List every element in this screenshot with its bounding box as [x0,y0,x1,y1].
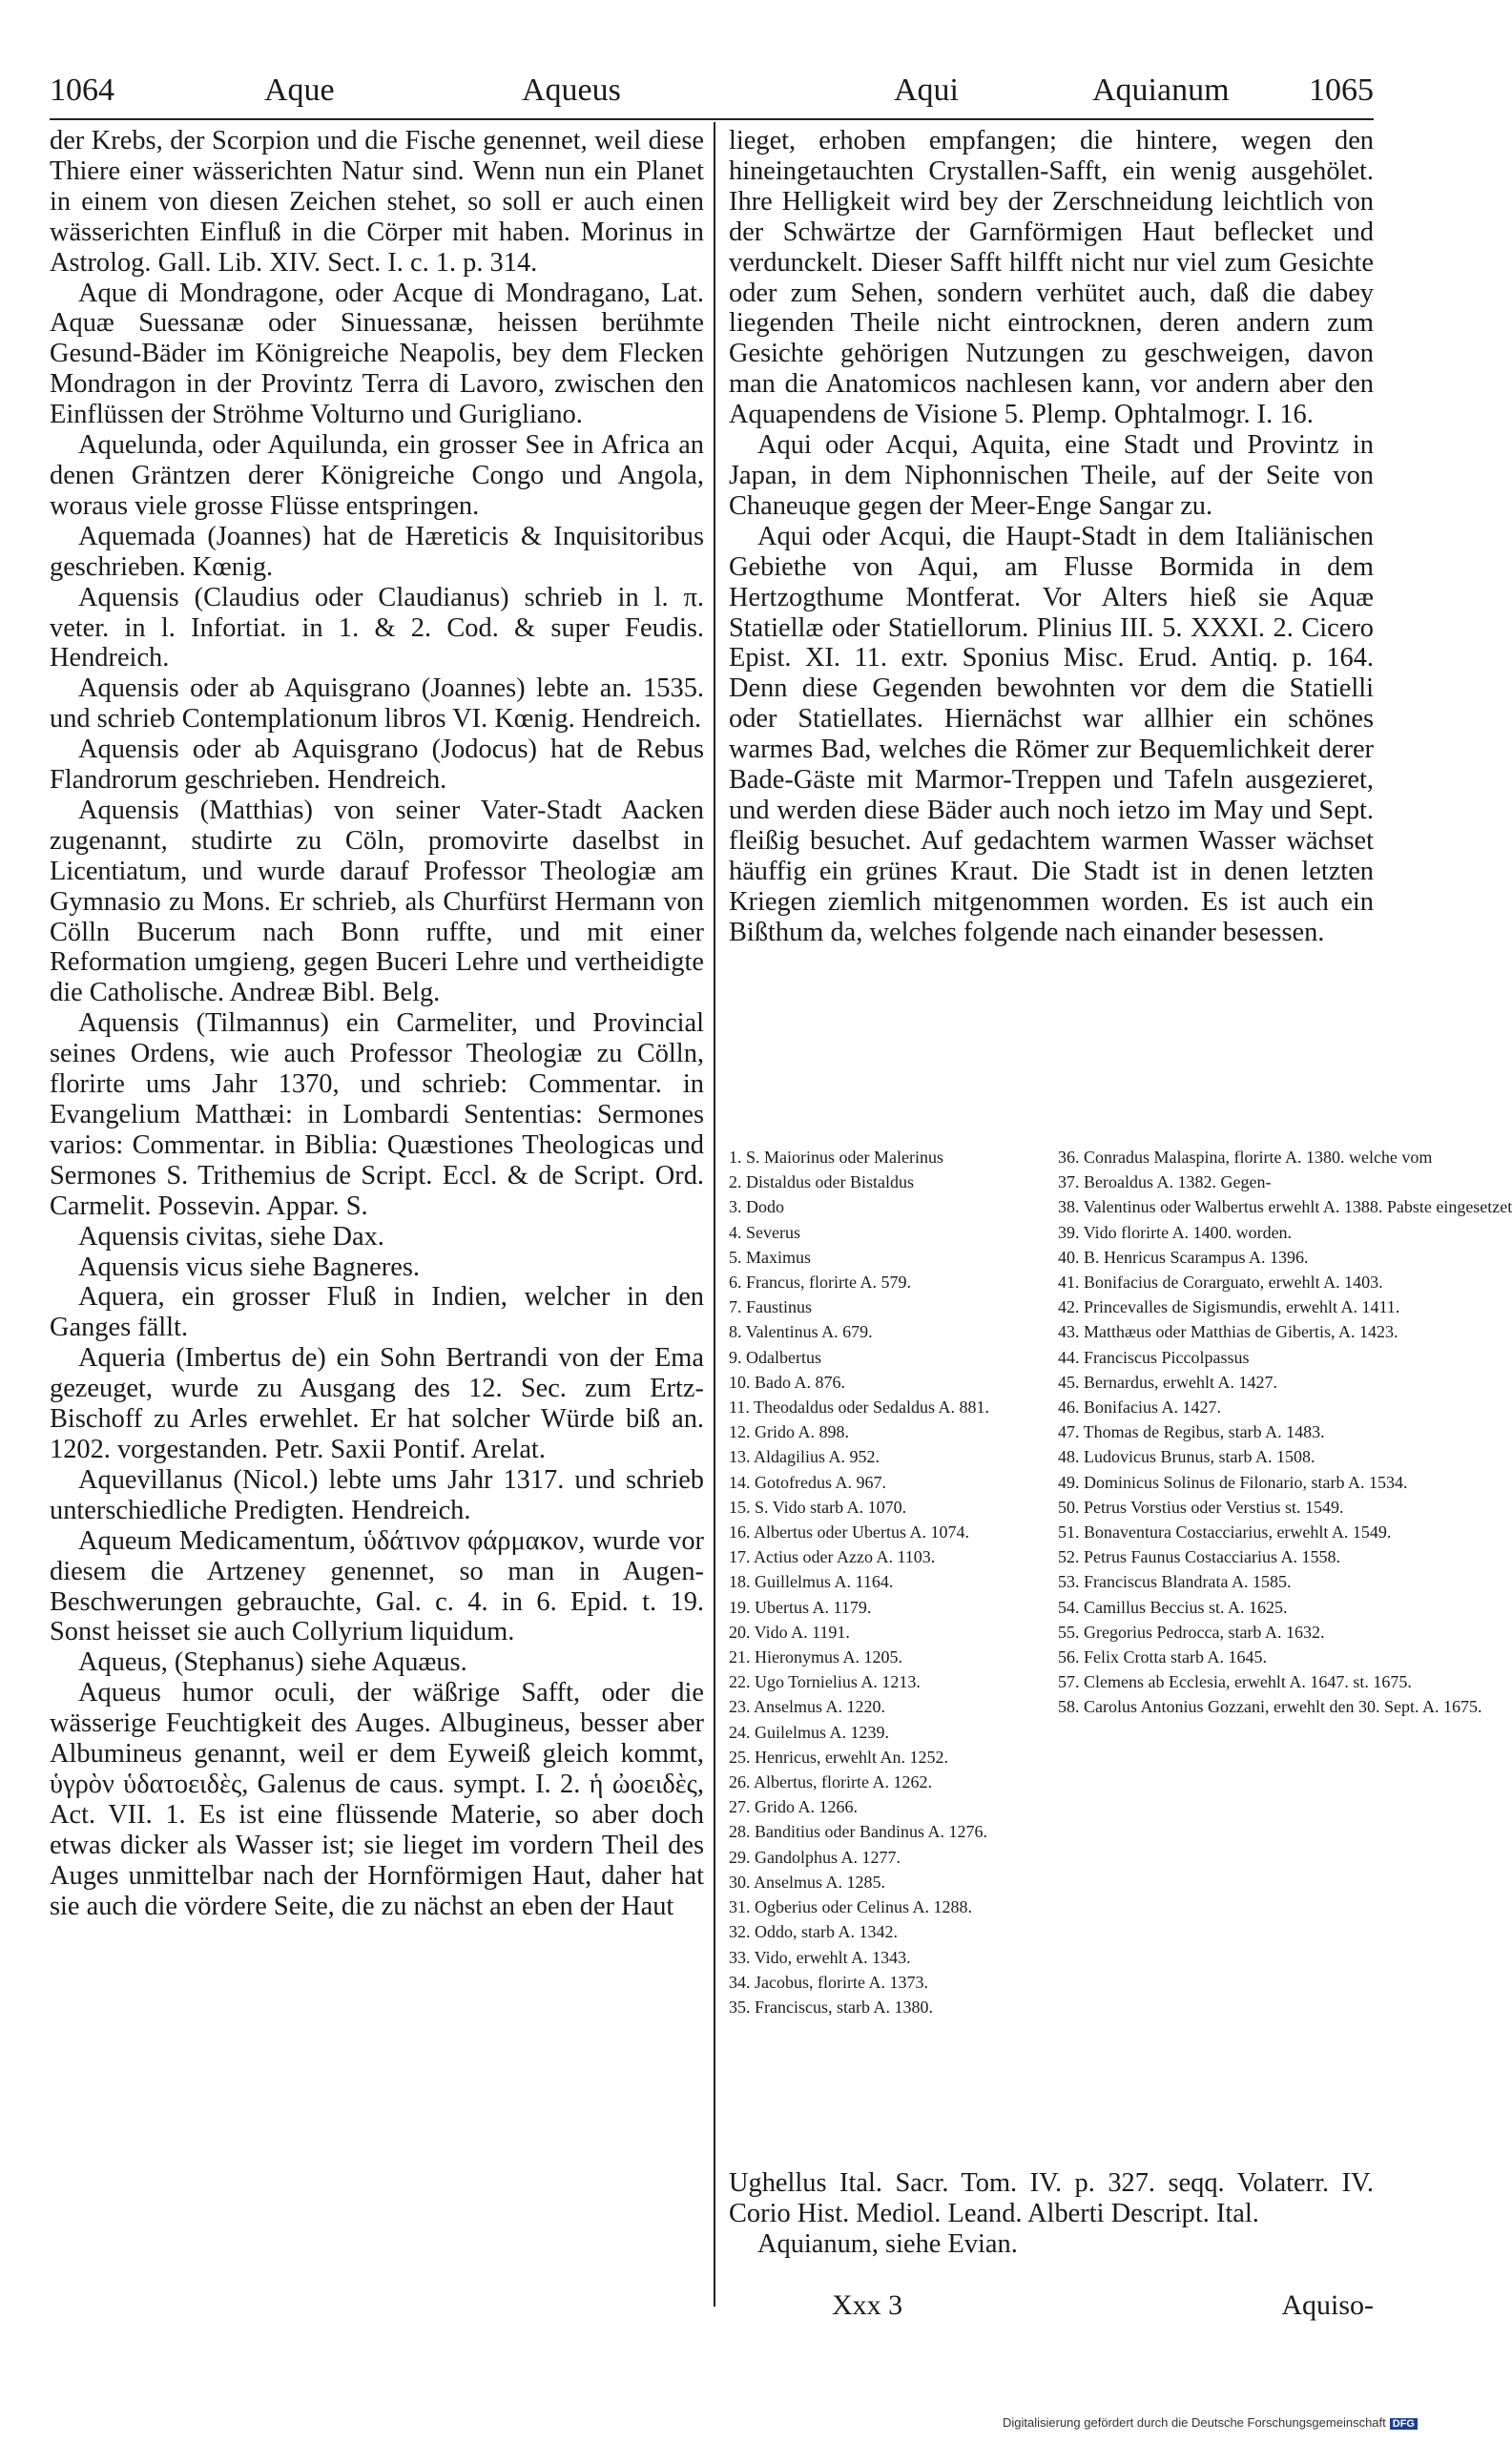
left-paragraph: Aquensis oder ab Aquisgrano (Joannes) lebte an. 1535. und schrieb Contemplationum libros VI. Kœnig. Hendreich. [50,673,704,735]
bishop-entry: 4. Severus [729,1222,800,1242]
bishop-entry: 37. Beroaldus A. 1382. Gegen- [1058,1172,1272,1192]
left-paragraph: Aquensis civitas, siehe Dax. [78,1221,384,1252]
bishop-entry: 6. Francus, florirte A. 579. [729,1273,911,1293]
bishop-entry: 35. Franciscus, starb A. 1380. [729,1997,933,2017]
left-paragraph: Aquensis oder ab Aquisgrano (Jodocus) hat de Rebus Flandrorum geschrieben. Hendreich. [50,735,704,796]
bishop-entry: 51. Bonaventura Costacciarius, erwehlt A. 1549. [1058,1522,1392,1542]
citation-block [729,2168,1374,2260]
bishop-entry: 31. Ogberius oder Celinus A. 1288. [729,1897,972,1917]
bishop-entry: 52. Petrus Faunus Costacciarius A. 1558. [1058,1547,1340,1567]
bishop-entry: 38. Valentinus oder Walbertus erwehlt A. 1388. Pabste eingesetzet [1058,1197,1512,1217]
bishop-entry: 15. S. Vido starb A. 1070. [729,1497,907,1517]
bishop-entry: 55. Gregorius Pedrocca, starb A. 1632. [1058,1622,1325,1642]
catchword: Aquiso- [1281,2289,1374,2321]
bishop-entry: 1. S. Maiorinus oder Malerinus [729,1148,943,1167]
left-paragraph: Aquelunda, oder Aquilunda, ein grosser See in Africa an denen Gräntzen derer Königreiche Congo und Angola, woraus viele grosse Flüsse entspringen. [50,430,704,521]
bishops-list [729,1145,1512,2165]
left-paragraph: Aqueus humor oculi, der wäßrige Safft, oder die wässerige Feuchtigkeit des Auges. Albugineus, besser aber Albumineus genannt, weil er dem Eyweiß gleich kommt, ὑγρὸν ὑδατοειδὲς, Galenus de caus. sympt. I. 2. ἡ ὠοειδὲς, Act. VII. 1. Es ist eine flüssende Materie, so aber doch etwas dicker als Wasser ist; sie lieget im vordern Theil des Auges unmittelbar nach der Hornförmigen Haut, daher hat sie auch die vördere Seite, die zu nächst an eben der Haut [50,1678,704,1921]
bishop-entry: 17. Actius oder Azzo A. 1103. [729,1547,936,1567]
column-divider [714,122,715,2307]
bishops-list-column-1 [729,1145,1044,2165]
bishop-entry: 44. Franciscus Piccolpassus [1058,1347,1250,1367]
see-also-entry: Aquianum, siehe Evian. [757,2228,1018,2259]
right-paragraph: Aqui oder Acqui, Aquita, eine Stadt und Provintz in Japan, in dem Niphonnischen Theile, auf der Seite von Chaneuque gegen der Meer-Enge Sangar zu. [729,430,1374,521]
digitization-credit [1003,2415,1418,2430]
right-paragraph: lieget, erhoben empfangen; die hintere, wegen den hineingetauchten Crystallen-Safft, ein wenig ausgehölet. Ihre Helligkeit wird bey der Zerschneidung leichtlich von der Schwärtze der Garnförmigen Haut beflecket und verdunckelt. Dieser Safft hilfft nicht nur viel zum Gesichte oder zum Sehen, sondern verhütet auch, daß die dabey liegenden Theile nicht eintrocknen, deren andern zum Gesichte gehörigen Nutzungen zu geschweigen, davon man die Anatomicos nachlesen kann, vor andern aber den Aquapendens de Visione 5. Plemp. Ophtalmogr. I. 16. [729,126,1374,430]
bishop-entry: 32. Oddo, starb A. 1342. [729,1922,898,1942]
left-column [50,126,704,2310]
left-paragraph: Aqueria (Imbertus de) ein Sohn Bertrandi von der Ema gezeuget, wurde zu Ausgang des 12. Sec. zum Ertz-Bischoff zu Arles erwehlet. Er hat solcher Würde biß an. 1202. vorgestanden. Petr. Saxii Pontif. Arelat. [50,1343,704,1464]
bishop-entry: 29. Gandolphus A. 1277. [729,1847,901,1867]
left-paragraph: Aquensis (Tilmannus) ein Carmeliter, und Provincial seines Ordens, wie auch Professor Theologiæ zu Cölln, florirte ums Jahr 1370, und schrieb: Commentar. in Evangelium Matthæi: in Lombardi Sententias: Sermones varios: Commentar. in Biblia: Quæstiones Theologicas und Sermones S. Trithemius de Script. Eccl. & de Script. Ord. Carmelit. Possevin. Appar. S. [50,1008,704,1221]
bishop-entry: 33. Vido, erwehlt A. 1343. [729,1947,911,1967]
left-paragraph: Aquensis (Claudius oder Claudianus) schrieb in l. π. veter. in l. Infortiat. in 1. & 2. Cod. & super Feudis. Hendreich. [50,582,704,673]
bishop-entry: 3. Dodo [729,1197,784,1217]
bishop-entry: 14. Gotofredus A. 967. [729,1472,886,1492]
left-paragraph: Aquensis vicus siehe Bagneres. [78,1252,420,1282]
bishop-entry: 46. Bonifacius A. 1427. [1058,1397,1221,1418]
bishop-entry: 41. Bonifacius de Corarguato, erwehlt A. 1403. [1058,1273,1383,1293]
right-paragraph: Aqui oder Acqui, die Haupt-Stadt in dem Italiänischen Gebiethe von Aqui, am Flusse Bormida in dem Hertzogthume Montferat. Vor Alters hieß sie Aquæ Statiellæ oder Statiellorum. Plinius III. 5. XXXI. 2. Cicero Epist. XI. 11. extr. Sponius Misc. Erud. Antiq. p. 164. Denn diese Gegenden bewohnten vor dem die Statielli oder Statiellates. Hiernächst war allhier ein schönes warmes Bad, welches die Römer zur Bequemlichkeit derer Bade-Gäste mit Marmor-Treppen und Tafeln ausgezieret, und werden diese Bäder auch noch ietzo im May und Sept. fleißig besuchet. Auf gedachtem warmen Wasser wächset häuffig ein grünes Kraut. Die Stadt ist in denen letzten Kriegen ziemlich mitgenommen worden. Es ist auch ein Bißthum da, welches folgende nach einander besessen. [729,521,1374,947]
bishop-entry: 28. Banditius oder Bandinus A. 1276. [729,1822,987,1842]
bishop-entry: 22. Ugo Tornielius A. 1213. [729,1672,921,1692]
bishop-entry: 2. Distaldus oder Bistaldus [729,1172,914,1192]
bishop-entry: 47. Thomas de Regibus, starb A. 1483. [1058,1422,1325,1442]
header-word-1: Aque [264,72,335,108]
bishop-entry: 48. Ludovicus Brunus, starb A. 1508. [1058,1447,1315,1467]
bishop-entry: 25. Henricus, erwehlt An. 1252. [729,1747,948,1767]
header-word-4: Aquianum [1092,72,1230,108]
bishop-entry: 13. Aldagilius A. 952. [729,1447,880,1467]
bishops-list-column-2 [1058,1145,1512,2165]
bishop-entry: 45. Bernardus, erwehlt A. 1427. [1058,1372,1277,1392]
left-paragraph: Aquevillanus (Nicol.) lebte ums Jahr 1317. und schrieb unterschiedliche Predigten. Hendreich. [50,1464,704,1525]
page-number-left: 1064 [50,72,114,108]
header-word-2: Aqueus [522,72,621,108]
bishop-entry: 7. Faustinus [729,1297,813,1317]
bishop-entry: 18. Guillelmus A. 1164. [729,1572,894,1592]
bishop-entry: 10. Bado A. 876. [729,1372,846,1392]
bishop-entry: 43. Matthæus oder Matthias de Gibertis, A. 1423. [1058,1322,1398,1342]
bishop-entry: 20. Vido A. 1191. [729,1622,850,1642]
left-paragraph: Aquensis (Matthias) von seiner Vater-Stadt Aacken zugenannt, studirte zu Cöln, promovirte daselbst in Licentiatum, und wurde darauf Professor Theologiæ am Gymnasio zu Mons. Er schrieb, als Churfürst Hermann von Cölln Bucerum nach Bonn ruffte, und mit einer Reformation umgieng, gegen Buceri Lehre und vertheidigte die Catholische. Andreæ Bibl. Belg. [50,795,704,1008]
bishop-entry: 58. Carolus Antonius Gozzani, erwehlt den 30. Sept. A. 1675. [1058,1697,1482,1717]
bishop-entry: 19. Ubertus A. 1179. [729,1597,872,1617]
left-paragraph: Aque di Mondragone, oder Acque di Mondragano, Lat. Aquæ Suessanæ oder Sinuessanæ, heissen berühmte Gesund-Bäder im Königreiche Neapolis, bey dem Flecken Mondragon in der Provintz Terra di Lavoro, zwischen den Einflüssen der Ströhme Volturno und Gurigliano. [50,278,704,430]
dfg-logo: DFG [1390,2418,1418,2430]
bishop-entry: 23. Anselmus A. 1220. [729,1697,886,1717]
header-word-3: Aqui [894,72,959,108]
bishop-entry: 5. Maximus [729,1247,812,1267]
credit-text: Digitalisierung gefördert durch die Deutsche Forschungsgemeinschaft [1002,2415,1386,2430]
bishop-entry: 27. Grido A. 1266. [729,1797,858,1817]
bishop-entry: 34. Jacobus, florirte A. 1373. [729,1972,928,1992]
bishop-entry: 21. Hieronymus A. 1205. [729,1647,902,1667]
left-paragraph: Aquemada (Joannes) hat de Hæreticis & Inquisitoribus geschrieben. Kœnig. [50,521,704,582]
bishop-entry: 24. Guilelmus A. 1239. [729,1722,890,1742]
running-header [50,72,1374,116]
bishop-entry: 57. Clemens ab Ecclesia, erwehlt A. 1647. st. 1675. [1058,1672,1412,1692]
left-paragraph: Aqueus, (Stephanus) siehe Aquæus. [78,1647,467,1678]
left-paragraph: der Krebs, der Scorpion und die Fische genennet, weil diese Thiere einer wässerichten Natur sind. Wenn nun ein Planet in einem von diesen Zeichen stehet, so soll er auch einen wässerichten Einfluß in die Cörper mit haben. Morinus in Astrolog. Gall. Lib. XIV. Sect. I. c. 1. p. 314. [50,126,704,278]
page-number-right: 1065 [1309,72,1374,108]
bishop-entry: 54. Camillus Beccius st. A. 1625. [1058,1597,1288,1617]
right-column [729,126,1374,1118]
bishop-entry: 26. Albertus, florirte A. 1262. [729,1772,932,1792]
bishop-entry: 56. Felix Crotta starb A. 1645. [1058,1647,1267,1667]
bishop-entry: 8. Valentinus A. 679. [729,1322,873,1342]
left-paragraph: Aquera, ein grosser Fluß in Indien, welcher in den Ganges fällt. [50,1282,704,1343]
citation-text: Ughellus Ital. Sacr. Tom. IV. p. 327. seqq. Volaterr. IV. Corio Hist. Mediol. Leand. Alberti Descript. Ital. [729,2168,1374,2228]
bishop-entry: 36. Conradus Malaspina, florirte A. 1380. welche vom [1058,1148,1433,1167]
header-rule [50,118,1374,120]
left-paragraph: Aqueum Medicamentum, ὑδάτινον φάρμακον, wurde vor diesem die Artzeney genennet, so man in Augen-Beschwerungen gebrauchte, Gal. c. 4. in 6. Epid. t. 19. Sonst heisset sie auch Collyrium liquidum. [50,1525,704,1647]
bishop-entry: 50. Petrus Vorstius oder Verstius st. 1549. [1058,1497,1344,1517]
bishop-entry: 49. Dominicus Solinus de Filonario, starb A. 1534. [1058,1472,1408,1492]
bishop-entry: 12. Grido A. 898. [729,1422,849,1442]
bishop-entry: 42. Princevalles de Sigismundis, erwehlt A. 1411. [1058,1297,1400,1317]
signature-mark: Xxx 3 [832,2289,903,2321]
bishop-entry: 53. Franciscus Blandrata A. 1585. [1058,1572,1292,1592]
bishop-entry: 30. Anselmus A. 1285. [729,1872,886,1892]
bishop-entry: 11. Theodaldus oder Sedaldus A. 881. [729,1397,989,1418]
bishop-entry: 40. B. Henricus Scarampus A. 1396. [1058,1247,1309,1267]
bishop-entry: 39. Vido florirte A. 1400. worden. [1058,1222,1293,1242]
bishop-entry: 16. Albertus oder Ubertus A. 1074. [729,1522,969,1542]
bishop-entry: 9. Odalbertus [729,1347,821,1367]
